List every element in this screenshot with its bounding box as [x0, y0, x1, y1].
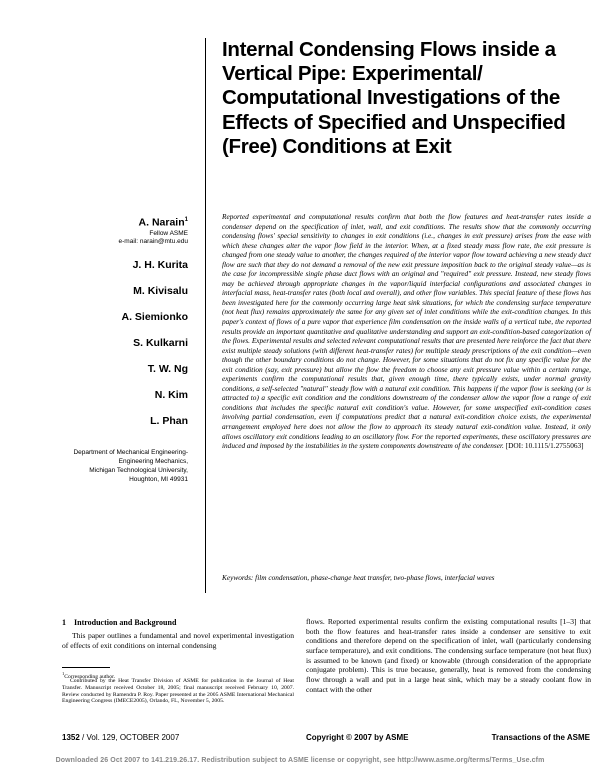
page-footer-left [62, 733, 179, 742]
author-name: S. Kulkarni [133, 336, 188, 349]
intro-paragraph-left: This paper outlines a fundamental and novel experimental investigation of effects of exit conditions on internal condensing [62, 631, 294, 650]
abstract-text: Reported experimental and computational results confirm that both the flow features and heat-transfer rates inside a condenser depend on the specification of inlet, wall, and exit conditions. The results show that the commonly occurring condensing flows' special sensitivity to changes in exit conditions (i.e., changes in exit pressure) arises from the ease with which these changes alter the vapor flow field in the interior. When, at a fixed steady mass flow rate, the exit pressure is changed from one steady value to another, the changes required of the interior vapor flow toward achieving a new steady duct flow are such that they do not demand a removal of the new exit pressure imposition back to the original steady value—as is the case for incompressible single phase duct flows with an original and "required" exit pressure. Instead, new steady flows may be achieved through appropriate changes in the vapor/liquid interfacial configurations and associated changes in interfacial mass, heat-transfer rates (both local and overall), and other flow variables. This special feature of these flows has been investigated here for the commonly occurring large heat sink situations, for which the condensing surface temperature (not heat flux) remains approximately the same for any given set of inlet conditions while the exit-condition changes. In this paper's context of flows of a pure vapor that experience film condensation on the inside walls of a vertical tube, the reported results provide an important quantitative and qualitative understanding and support an exit-condition-based categorization of the flows. Experimental results and selected relevant computational results that are presented here reinforce the fact that there exist multiple steady solutions (with different heat-transfer rates) for multiple steady prescriptions of the exit condition—even though the other boundary conditions do not change. However, for some situations that do not fix any specific value for the exit condition (say, exit pressure) but allow the flow the freedom to choose any exit pressure value within a certain range, experiments confirm the computational results that, given enough time, there typically exists, under normal gravity conditions, a self-selected "natural" steady flow with a natural exit condition. This happens if the vapor flow is seeking (or is attracted to) a specific exit condition and the conditions downstream of the condenser allow the vapor flow a range of exit conditions that includes the specific natural exit condition's value. However, for some unspecified exit-condition cases involving partial condensation, even if computations predict that a natural exit-condition choice exists, the experimental arrangement employed here does not allow the flow to approach its steady natural exit-condition value. Instead, it only allows oscillatory exit conditions leading to an oscillatory flow. For the reported experiments, these oscillatory pressures are induced and imposed by the instabilities in the system components downstream of the condenser. [222, 212, 591, 451]
copyright-notice: Copyright © 2007 by ASME [306, 733, 409, 742]
author-list [8, 214, 188, 428]
author-name: N. Kim [154, 388, 188, 401]
paper-title: Internal Condensing Flows inside a Vertical Pipe: Experimental/ Computational Investigations of the Effects of Specified and Unspecified (Free) Conditions at Exit [222, 38, 566, 158]
title-divider-rule [205, 38, 206, 593]
author-affiliation: Department of Mechanical Engineering- Engineering Mechanics, Michigan Technological University, Houghton, MI 49931 [73, 449, 188, 483]
author-name: A. Siemionko [121, 310, 188, 323]
volume-info: / Vol. 129, OCTOBER 2007 [82, 733, 180, 742]
keywords: Keywords: film condensation, phase-change heat transfer, two-phase flows, interfacial waves [222, 573, 495, 582]
footnote-corresponding-author: $^1$Corresponding author. [62, 671, 116, 680]
author-email[interactable]: e-mail: narain@mtu.edu [118, 237, 188, 245]
doi-reference[interactable]: [DOI: 10.1115/1.2755063] [505, 441, 584, 451]
journal-name: Transactions of the ASME [491, 733, 590, 742]
author-name: L. Phan [150, 414, 188, 427]
footnote-rule [62, 667, 110, 668]
intro-paragraph-right: flows. Reported experimental results confirm the existing computational results [1–3] that both the flow features and heat-transfer rates inside a condenser are sensitive to exit conditions and therefore depend on the specification of inlet, wall (particularly condensing surface temperature), and exit conditions. The condensing surface temperature (not heat flux) is assumed to be known (and fixed) or knowable (through consideration of the appropriate conjugate problem). This is true because, generally, heat is removed from the condensing flow through a wall and put in a large heat sink, which may be a steady coolant flow in contact with the other [306, 617, 591, 694]
author-name: J. H. Kurita [132, 258, 188, 271]
author-name: A. Narain$^1$ [138, 216, 188, 229]
page-number: 1352 [62, 733, 80, 742]
author-name: T. W. Ng [147, 362, 188, 375]
download-notice: Downloaded 26 Oct 2007 to 141.219.26.17. Redistribution subject to ASME license or copyright, see http://www.asme.org/terms/Terms_Use.cfm [55, 757, 545, 764]
footnote-manuscript-history: Contributed by the Heat Transfer Division of ASME for publication in the Journal of Heat Transfer. Manuscript received October 18, 2005; final manuscript received February 10, 2007. Review conducted by Ramendra P. Roy. Paper presented at the 2005 ASME International Mechanical Engineering Congress (IMECE2005), Orlando, FL, November 5, 2005. [62, 678, 294, 705]
author-name: M. Kivisalu [133, 284, 188, 297]
author-role: Fellow ASME [149, 229, 188, 237]
section-heading: 1 Introduction and Background [62, 618, 177, 627]
abstract [222, 212, 591, 451]
